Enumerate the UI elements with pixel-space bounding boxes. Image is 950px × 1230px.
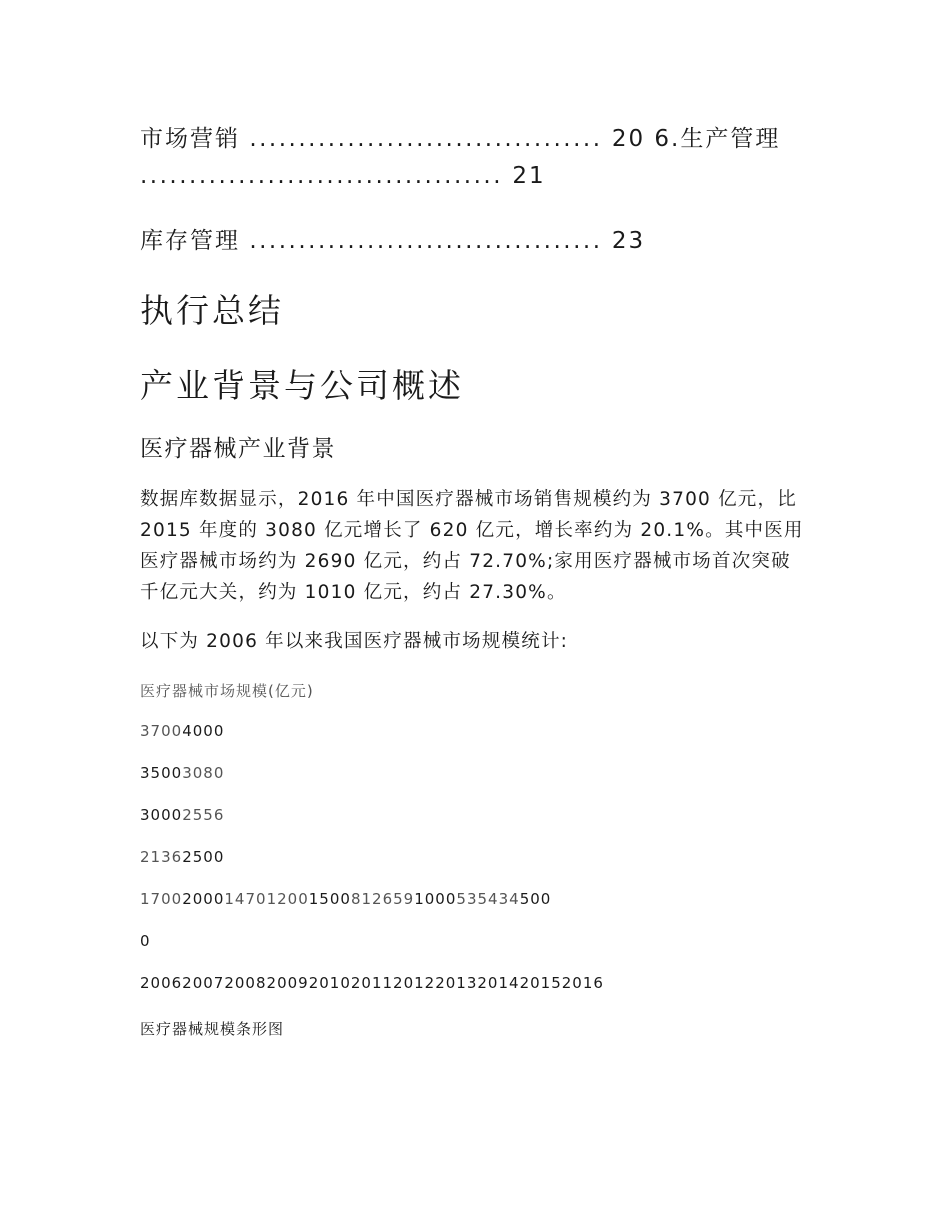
chart-year-labels: 20062007200820092010201120122013201420152016: [140, 974, 604, 992]
chart-text-line-5: [140, 890, 551, 908]
toc-label: 市场营销: [140, 126, 240, 152]
toc-page-number: 21: [512, 163, 546, 189]
toc-page-number: 23: [611, 228, 646, 254]
chart-text-line-3: [140, 806, 224, 824]
heading-device-background: 医疗器械产业背景: [140, 436, 336, 462]
chart-value: 4000: [182, 722, 225, 740]
chart-text-line-1: [140, 722, 224, 740]
toc-entry-marketing[interactable]: [140, 120, 780, 153]
chart-value: 1200: [266, 890, 309, 908]
chart-value: 3500: [140, 764, 183, 782]
toc-dots: ....................................: [249, 126, 603, 152]
chart-value: 659: [382, 890, 415, 908]
chart-value: 500: [519, 890, 552, 908]
toc-dots: ....................................: [249, 228, 603, 254]
chart-text-line-4: [140, 848, 224, 866]
chart-value: 434: [488, 890, 520, 908]
chart-value: 3700: [140, 722, 183, 740]
chart-title-text: 医疗器械市场规模(亿元): [140, 682, 314, 700]
heading-industry-background: 产业背景与公司概述: [140, 366, 464, 405]
chart-value: 812: [350, 890, 383, 908]
toc-entry-inventory[interactable]: [140, 222, 645, 255]
toc-next-label: 6.生产管理: [654, 126, 781, 152]
toc-label: 库存管理: [140, 228, 240, 254]
chart-value: 1700: [140, 890, 183, 908]
chart-text-line-2: [140, 764, 224, 782]
toc-dots: .....................................: [140, 163, 504, 189]
toc-entry-production[interactable]: [140, 163, 546, 189]
paragraph-market-summary: 数据库数据显示，2016 年中国医疗器械市场销售规模约为 3700 亿元，比 2015 年度的 3080 亿元增长了 620 亿元，增长率约为 20.1%。其中医用医疗器械市场约为 2690 亿元，约占 72.70%;家用医疗器械市场首次突破千亿元大关，约为 1010 亿元，约占 27.30%。: [140, 489, 804, 603]
chart-value: 2500: [182, 848, 225, 866]
chart-value: 3080: [182, 764, 225, 782]
chart-value: 1470: [224, 890, 267, 908]
chart-value: 1000: [414, 890, 457, 908]
chart-text-line-6: 0: [140, 932, 151, 950]
chart-value: 1500: [308, 890, 351, 908]
chart-value: 2136: [140, 848, 183, 866]
paragraph-stats-intro: 以下为 2006 年以来我国医疗器械市场规模统计:: [140, 631, 569, 652]
toc-page-number: 20: [611, 126, 646, 152]
chart-value: 3000: [140, 806, 183, 824]
heading-executive-summary: 执行总结: [140, 291, 284, 330]
chart-caption: 医疗器械规模条形图: [140, 1020, 285, 1038]
chart-value: 535: [456, 890, 489, 908]
chart-value: 2556: [182, 806, 225, 824]
chart-value: 2000: [182, 890, 225, 908]
